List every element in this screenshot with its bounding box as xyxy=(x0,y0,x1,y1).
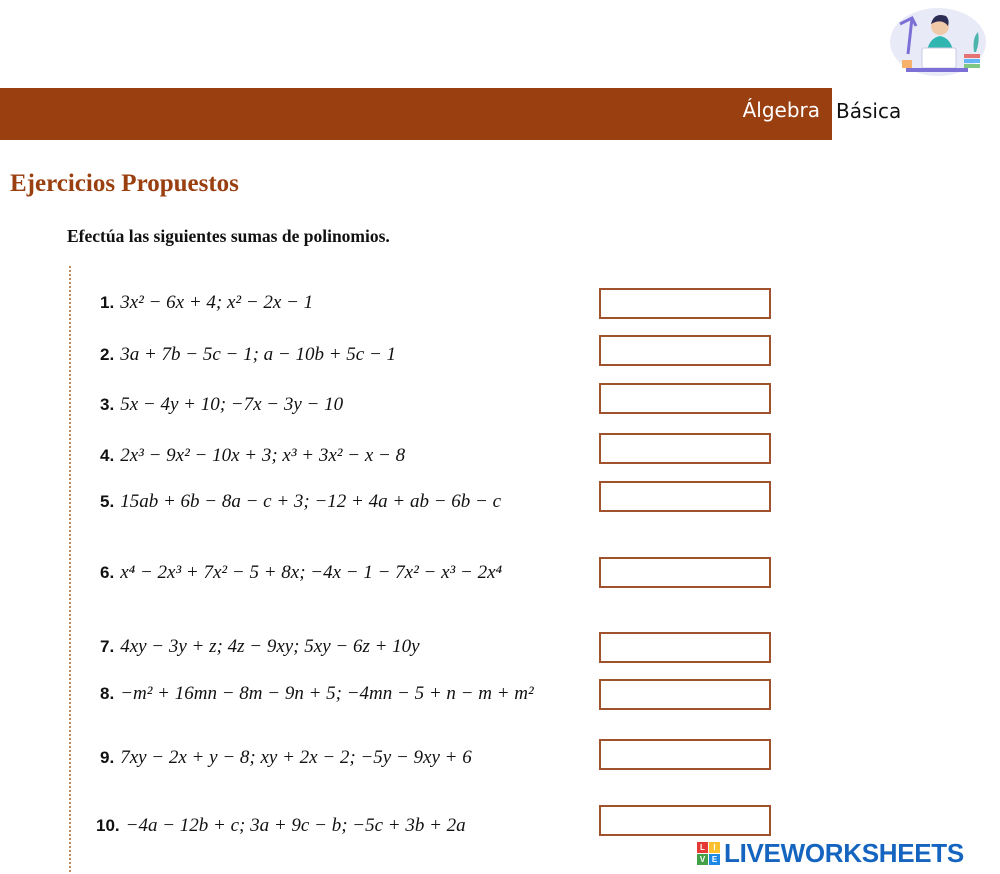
liveworksheets-wordmark: LIVEWORKSHEETS xyxy=(724,837,964,868)
exercise-number: 4. xyxy=(100,446,115,465)
answer-input-1[interactable] xyxy=(599,288,771,319)
exercise-number: 6. xyxy=(100,563,115,582)
exercise-expression: x⁴ − 2x³ + 7x² − 5 + 8x; −4x − 1 − 7x² − x³ − 2x⁴ xyxy=(120,562,503,583)
exercise-number: 5. xyxy=(100,492,115,511)
header-subject-right: Básica xyxy=(836,99,902,123)
header-banner xyxy=(0,88,832,140)
exercise-8 xyxy=(100,682,550,706)
exercise-number: 9. xyxy=(100,748,115,767)
exercise-3 xyxy=(100,393,570,417)
exercise-1 xyxy=(100,291,570,315)
answer-input-9[interactable] xyxy=(599,739,771,770)
liveworksheets-logo[interactable] xyxy=(697,837,964,868)
exercise-4 xyxy=(100,444,570,468)
logo-mark-square: I xyxy=(709,842,720,853)
student-illustration xyxy=(882,4,990,82)
answer-input-3[interactable] xyxy=(599,383,771,414)
exercise-expression: 3a + 7b − 5c − 1; a − 10b + 5c − 1 xyxy=(120,344,397,365)
exercise-expression: 2x³ − 9x² − 10x + 3; x³ + 3x² − x − 8 xyxy=(120,445,406,466)
exercise-number: 2. xyxy=(100,345,115,364)
exercise-number: 1. xyxy=(100,293,115,312)
exercise-10 xyxy=(96,814,596,838)
exercise-5 xyxy=(100,490,550,514)
exercise-9 xyxy=(100,746,550,770)
dotted-margin-rule xyxy=(69,266,71,872)
exercise-expression: −4a − 12b + c; 3a + 9c − b; −5c + 3b + 2a xyxy=(125,815,466,836)
exercise-expression: 4xy − 3y + z; 4z − 9xy; 5xy − 6z + 10y xyxy=(120,636,420,657)
exercise-6 xyxy=(100,561,550,585)
exercise-expression: 7xy − 2x + y − 8; xy + 2x − 2; −5y − 9xy + 6 xyxy=(120,747,472,768)
liveworksheets-mark-icon xyxy=(697,842,720,865)
answer-input-5[interactable] xyxy=(599,481,771,512)
exercise-2 xyxy=(100,343,570,367)
exercise-number: 10. xyxy=(96,816,120,835)
answer-input-10[interactable] xyxy=(599,805,771,836)
exercise-7 xyxy=(100,635,570,659)
exercise-number: 3. xyxy=(100,395,115,414)
logo-mark-square: E xyxy=(709,854,720,865)
logo-mark-square: V xyxy=(697,854,708,865)
logo-mark-square: L xyxy=(697,842,708,853)
page-title: Ejercicios Propuestos xyxy=(10,170,239,197)
instruction-text: Efectúa las siguientes sumas de polinomios. xyxy=(67,226,390,246)
header-subject-left: Álgebra xyxy=(742,98,820,122)
answer-input-7[interactable] xyxy=(599,632,771,663)
exercise-expression: −m² + 16mn − 8m − 9n + 5; −4mn − 5 + n − m + m² xyxy=(120,683,534,704)
answer-input-8[interactable] xyxy=(599,679,771,710)
exercise-expression: 3x² − 6x + 4; x² − 2x − 1 xyxy=(120,292,314,313)
answer-input-2[interactable] xyxy=(599,335,771,366)
exercise-expression: 5x − 4y + 10; −7x − 3y − 10 xyxy=(120,394,344,415)
exercise-number: 7. xyxy=(100,637,115,656)
answer-input-6[interactable] xyxy=(599,557,771,588)
exercise-number: 8. xyxy=(100,684,115,703)
exercise-expression: 15ab + 6b − 8a − c + 3; −12 + 4a + ab − 6b − c xyxy=(120,491,502,512)
answer-input-4[interactable] xyxy=(599,433,771,464)
